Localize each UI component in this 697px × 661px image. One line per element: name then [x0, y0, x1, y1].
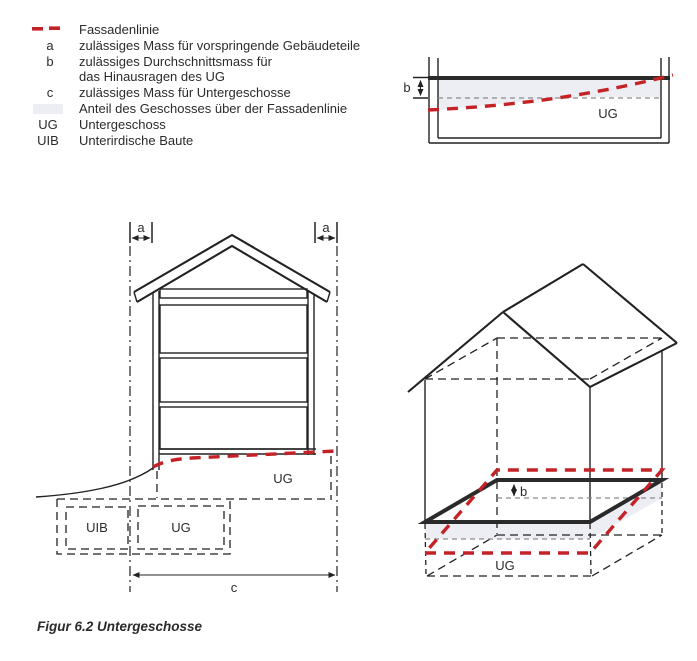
iso-shade-front	[425, 522, 590, 539]
storey-3	[160, 305, 307, 353]
uib-label: UIB	[86, 520, 108, 535]
iso-top-right-depth	[590, 338, 662, 379]
roof-left-cap	[134, 292, 137, 302]
iso-roof-left-slope	[408, 312, 503, 392]
legend-label-ug: Untergeschoss	[79, 117, 166, 132]
c-label: c	[230, 580, 238, 595]
legend-symbol-b: b	[46, 54, 54, 69]
iso-roof-ridge	[503, 264, 583, 312]
a-left-label: a	[137, 220, 145, 235]
iso-roof-front-edge	[503, 312, 590, 387]
iso-b-label: b	[520, 484, 528, 499]
terrain-line	[36, 468, 153, 497]
storey-1	[160, 407, 307, 449]
legend-label-b-line1: zulässiges Durchschnittsmass für	[79, 54, 272, 69]
legend-symbol-c: c	[46, 85, 54, 100]
section-shade-area	[438, 80, 661, 110]
fassadenlinie-dash-icon	[49, 26, 60, 30]
legend-symbol-ug: UG	[38, 117, 58, 132]
fassadenlinie-dash-icon	[32, 27, 43, 31]
legend-symbol-a: a	[46, 38, 54, 53]
legend-label-fassadenlinie: Fassadenlinie	[79, 22, 160, 37]
legend-label-b-line2: das Hinausragen des UG	[79, 69, 225, 84]
iso-ug-label: UG	[495, 558, 515, 573]
ug-lower-label: UG	[171, 520, 191, 535]
section-ug-label: UG	[598, 106, 618, 121]
roof-right-cap	[327, 292, 330, 302]
section-diagram	[403, 57, 673, 143]
storey-2	[160, 358, 307, 402]
legend	[32, 22, 360, 148]
a-right-label: a	[322, 220, 330, 235]
legend-label-anteil: Anteil des Geschosses über der Fassadenlinie	[79, 101, 348, 116]
section-b-label: b	[403, 80, 411, 95]
figure-caption: Figur 6.2 Untergeschosse	[37, 619, 203, 634]
storey-attic	[160, 289, 307, 298]
legend-label-c: zulässiges Mass für Untergeschosse	[79, 85, 291, 100]
roof-outer-line	[134, 235, 330, 292]
iso-top-left-depth	[425, 338, 497, 379]
anteil-shade-swatch-icon	[33, 104, 63, 114]
elevation-diagram	[36, 220, 337, 595]
legend-symbol-uib: UIB	[37, 133, 59, 148]
iso-roof-right-slope	[583, 264, 677, 343]
ug-upper-label: UG	[273, 471, 293, 486]
legend-label-uib: Unterirdische Baute	[79, 133, 194, 148]
isometric-diagram	[408, 264, 677, 576]
iso-roof-eave-edge	[590, 343, 677, 387]
iso-shade-right	[590, 480, 662, 539]
legend-label-a: zulässiges Mass für vorspringende Gebäudeteile	[79, 38, 361, 53]
iso-bottom-right-edge	[592, 535, 662, 576]
